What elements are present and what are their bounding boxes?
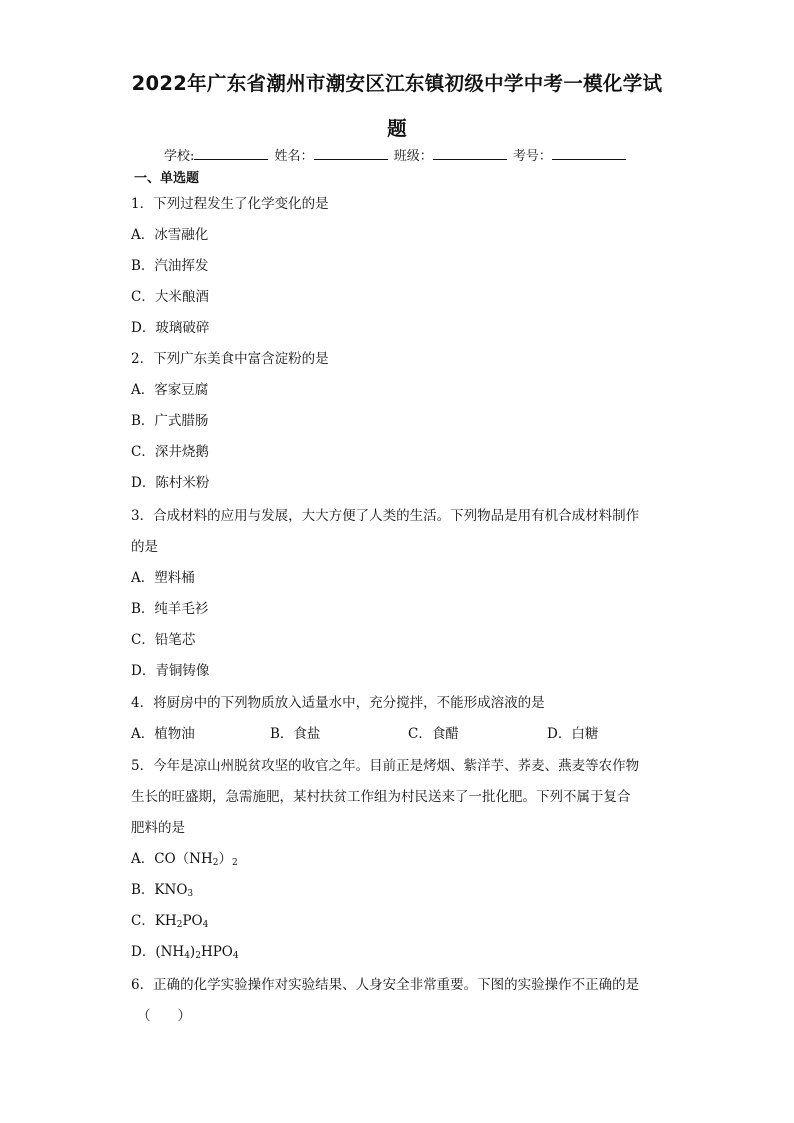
question-2-option-d: D．陈村米粉 <box>131 475 210 491</box>
q5d-tail: HPO <box>200 944 233 960</box>
question-3-option-c: C．铅笔芯 <box>131 632 196 648</box>
question-4-option-d: D．白糖 <box>547 726 599 742</box>
question-5-stem-line-1: 5．今年是凉山州脱贫攻坚的收官之年。目前正是烤烟、紫洋芋、荞麦、燕麦等农作物 <box>131 758 640 774</box>
question-1-option-a: A．冰雪融化 <box>131 227 209 243</box>
question-3-option-d: D．青铜铸像 <box>131 663 210 679</box>
name-label: 姓名： <box>274 149 314 164</box>
q5a-prefix: A．CO（NH <box>131 851 213 867</box>
question-1-option-c: C．大米酿酒 <box>131 289 209 305</box>
question-2-option-a: A．客家豆腐 <box>131 382 209 398</box>
question-5-option-b <box>131 878 193 899</box>
school-blank[interactable] <box>194 147 268 160</box>
question-2-option-b: B．广式腊肠 <box>131 413 209 429</box>
q5b-prefix: B．KNO <box>131 882 188 898</box>
question-3-option-a: A．塑料桶 <box>131 570 195 586</box>
question-6-answer-bracket: （ ） <box>137 1008 191 1024</box>
q5d-sub-3: 4 <box>232 951 239 961</box>
exam-title-line-2: 题 <box>387 117 407 140</box>
question-4-option-a: A．植物油 <box>131 726 195 742</box>
q5a-mid: ） <box>218 851 232 867</box>
question-6-stem: 6．正确的化学实验操作对实验结果、人身安全非常重要。下图的实验操作不正确的是 <box>131 977 640 993</box>
name-blank[interactable] <box>314 147 388 160</box>
class-label: 班级： <box>393 149 433 164</box>
q5d-sub-1: 4 <box>184 951 190 961</box>
exam-title-line-1: 2022年广东省潮州市潮安区江东镇初级中学中考一模化学试 <box>131 72 663 95</box>
question-5-stem-line-3: 肥料的是 <box>131 820 185 836</box>
exam-number-label: 考号： <box>512 149 552 164</box>
q5a-sub-2: 2 <box>231 858 238 868</box>
question-2-option-c: C．深井烧鹅 <box>131 444 209 460</box>
school-label: 学校: <box>164 149 195 164</box>
question-1-option-d: D．玻璃破碎 <box>131 320 210 336</box>
q5d-mid: ) <box>189 944 196 960</box>
q5c-mid: PO <box>182 913 203 929</box>
q5b-sub-1: 3 <box>187 889 194 899</box>
question-3-stem-line-2: 的是 <box>131 539 158 555</box>
question-4-option-c: C．食醋 <box>408 726 459 742</box>
question-5-option-c <box>131 909 208 930</box>
q5c-prefix: C．KH <box>131 913 177 929</box>
class-blank[interactable] <box>433 147 507 160</box>
q5d-prefix: D．(NH <box>131 944 185 960</box>
section-heading: 一、单选题 <box>134 171 200 186</box>
question-4-option-b: B．食盐 <box>270 726 321 742</box>
question-3-stem-line-1: 3．合成材料的应用与发展，大大方便了人类的生活。下列物品是用有机合成材料制作 <box>131 508 640 524</box>
q5d-sub-2: 2 <box>195 951 201 961</box>
q5c-sub-2: 4 <box>202 920 209 930</box>
question-4-stem: 4．将厨房中的下列物质放入适量水中，充分搅拌，不能形成溶液的是 <box>131 695 545 711</box>
q5c-sub-1: 2 <box>176 920 183 930</box>
question-5-option-d <box>131 940 239 961</box>
question-1-stem: 1．下列过程发生了化学变化的是 <box>131 196 329 212</box>
q5a-sub-1: 2 <box>212 858 219 868</box>
question-5-option-a <box>131 847 238 868</box>
exam-number-blank[interactable] <box>552 147 626 160</box>
question-2-stem: 2．下列广东美食中富含淀粉的是 <box>131 351 329 367</box>
question-3-option-b: B．纯羊毛衫 <box>131 601 209 617</box>
question-1-option-b: B．汽油挥发 <box>131 258 209 274</box>
student-info-row <box>164 145 628 164</box>
question-5-stem-line-2: 生长的旺盛期，急需施肥，某村扶贫工作组为村民送来了一批化肥。下列不属于复合 <box>131 789 631 805</box>
